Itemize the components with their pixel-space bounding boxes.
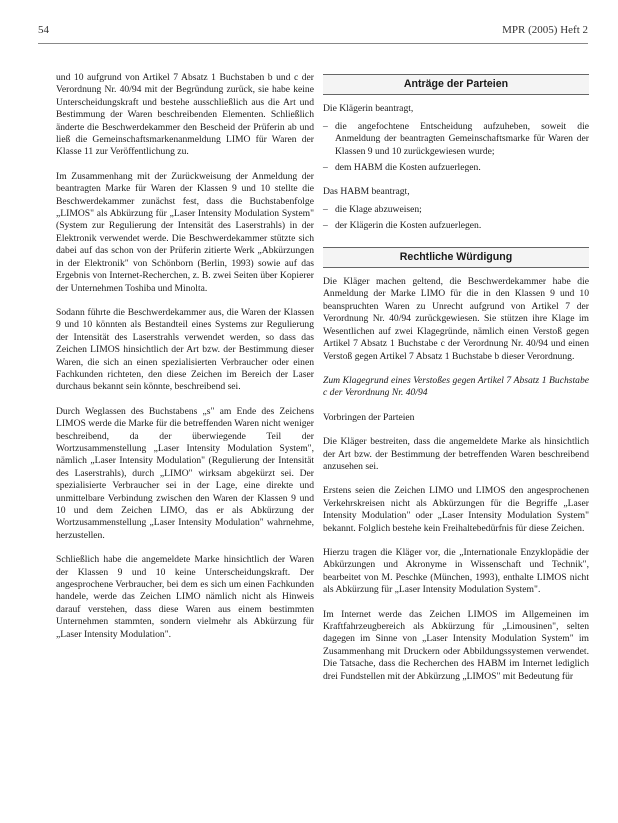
page-header xyxy=(38,24,588,40)
header-rule xyxy=(38,43,588,44)
list-item-text: dem HABM die Kosten aufzuerlegen. xyxy=(335,162,481,174)
list-item-text: der Klägerin die Kosten aufzuerlegen. xyxy=(335,220,482,232)
list-item xyxy=(323,162,589,174)
list-item-text: die angefochtene Entscheidung aufzuheben, soweit die Anmeldung der beantragten Gemeinschaftsmarke für Waren der Klassen 9 und 10 zurückgewiesen wurde; xyxy=(335,120,589,157)
paragraph: Die Kläger machen geltend, die Beschwerdekammer habe die Anmeldung der Marke LIMO für die in den Klassen 9 und 10 beanspruchten Waren zu Unrecht aufgrund von Artikel 7 der Verordnung Nr. 40/94 zurückgewiesen. Sie stützen ihre Klage im Wesentlichen auf zwei Klagegründe, nämlich einen Verstoß gegen Artikel 7 Absatz 1 Buchstabe c der Verordnung Nr. 40/94 und einen Verstoß gegen Artikel 7 Absatz 1 Buchstabe b dieser Verordnung. xyxy=(323,276,589,362)
dash-bullet: – xyxy=(323,120,328,132)
paragraph: Erstens seien die Zeichen LIMO und LIMOS den angesprochenen Verkehrskreisen nicht als Abkürzungen für die Begriffe „Laser Intensity Modulation" oder „Laser Intensity Modulation System" bekannt. Folglich bestehe kein Freihaltebedürfnis für diese Zeichen. xyxy=(323,485,589,534)
left-column xyxy=(56,72,314,653)
paragraph: Im Zusammenhang mit der Zurückweisung der Anmeldung der beantragten Marke für Waren der Klassen 9 und 10 stellte die Beschwerdekammer zunächst fest, dass die Buchstabenfolge „LIMOS" als Abkürzung für „Laser Intensity Modulation System" (System zur Regulierung der Intensität des Laserstrahls) in der Elektronik verwendet werde. Die Beschwerdekammer stützte sich dabei auf das schon von der Prüferin zitierte Werk „Abkürzungen in der Elektronik" von Schönborn (Berlin, 1993) sowie auf das Ergebnis von Internet-Recherchen, z. B. zwei Seiten über Kopierer der Unternehmen Toshiba und Minolta. xyxy=(56,170,314,294)
running-head: MPR (2005) Heft 2 xyxy=(502,24,588,36)
list-item xyxy=(323,204,589,216)
list-item-text: die Klage abzuweisen; xyxy=(335,203,422,215)
right-column xyxy=(323,72,589,695)
dash-bullet: – xyxy=(323,220,328,232)
list-item xyxy=(323,220,589,232)
dash-bullet: – xyxy=(323,203,328,215)
page-number: 54 xyxy=(38,24,49,36)
paragraph: Schließlich habe die angemeldete Marke hinsichtlich der Waren der Klassen 9 und 10 keine Unterscheidungskraft. Der angesprochene Verbraucher, bei dem es sich um einen Fachkunden handele, werde das Zeichen LIMO nämlich nicht als Hinweis darauf verstehen, dass diese Waren aus einem bestimmten Unternehmen stammten, sondern vielmehr als Abkürzung für „Laser Intensity Modulation". xyxy=(56,554,314,640)
paragraph: und 10 aufgrund von Artikel 7 Absatz 1 Buchstaben b und c der Verordnung Nr. 40/94 mit der Begründung zurück, sie habe keine Unterscheidungskraft und bestehe ausschließlich aus die Art und Bestimmung der Waren beschreibenden Elementen. Schließlich änderte die Beschwerdekammer den Bescheid der Prüferin ab und ließ die Gemeinschaftsmarkenanmeldung LIMO für Waren der Klasse 11 zur Veröffentlichung zu. xyxy=(56,72,314,158)
paragraph: Sodann führte die Beschwerdekammer aus, die Waren der Klassen 9 und 10 könnten als Bestandteil eines Systems zur Regulierung der Intensität des Laserstrahls verwendet werden, so dass das Zeichen LIMOS hinsichtlich der Art bzw. der Bestimmung dieser Waren, die sich an einen spezialisierten Verbraucher oder einen Fachkunden richteten, den diese Zeichen im Bereich der Laser durchaus bekannt sein könnte, beschreibend sei. xyxy=(56,306,314,393)
paragraph: Hierzu tragen die Kläger vor, die „Internationale Enzyklopädie der Abkürzungen und Akronyme in Wissenschaft und Technik", bearbeitet von M. Peschke (München, 1993), enthalte LIMOS nicht als Abkürzung für „Laser Intensity Modulation System". xyxy=(323,546,589,596)
italic-subheading: Zum Klagegrund eines Verstoßes gegen Artikel 7 Absatz 1 Buchstabe c der Verordnung Nr. 40/94 xyxy=(323,374,589,399)
subheading: Vorbringen der Parteien xyxy=(323,411,415,423)
section-heading-antraege: Anträge der Parteien xyxy=(323,74,589,95)
klaegerin-intro: Die Klägerin beantragt, xyxy=(323,103,414,115)
paragraph: Die Kläger bestreiten, dass die angemeldete Marke als hinsichtlich der Art bzw. der Bestimmung der betreffenden Waren beschreibend anzusehen sei. xyxy=(323,436,589,472)
habm-intro: Das HABM beantragt, xyxy=(323,186,410,198)
paragraph: Durch Weglassen des Buchstabens „s" am Ende des Zeichens LIMOS werde die Marke für die betreffenden Waren nicht weniger beschreibend, da der überwiegende Teil der Wortzusammenstellung „Laser Intensity Modulation System", nämlich „Laser Intensity Modulation" (Regulierung der Intensität des Laserstrahls), durch „LIMO" wirksam abgekürzt sei. Der spezialisierte Verbraucher sei in der Lage, eine direkte und unmittelbare Verbindung zwischen den Waren der Klassen 9 und 10 und dem Zeichen LIMO, das er als Abkürzung der Wortzusammenstellung „Laser Intensity Modulation" wahrnehme, herzustellen. xyxy=(56,405,314,541)
list-item xyxy=(323,121,589,158)
section-heading-rechtliche-wuerdigung: Rechtliche Würdigung xyxy=(323,247,589,268)
dash-bullet: – xyxy=(323,162,328,174)
paragraph: Im Internet werde das Zeichen LIMOS im Allgemeinen im Kraftfahrzeugbereich als Abkürzung für „Limousinen", selten dagegen im Sinne von „Laser Intensity Modulation System" im Zusammenhang mit Druckern oder Abbildungssystemen verwendet. Die Tatsache, dass die Recherchen des HABM im Internet lediglich drei Fundstellen mit der Abkürzung „LIMOS" mit Bedeutung für xyxy=(323,608,589,682)
